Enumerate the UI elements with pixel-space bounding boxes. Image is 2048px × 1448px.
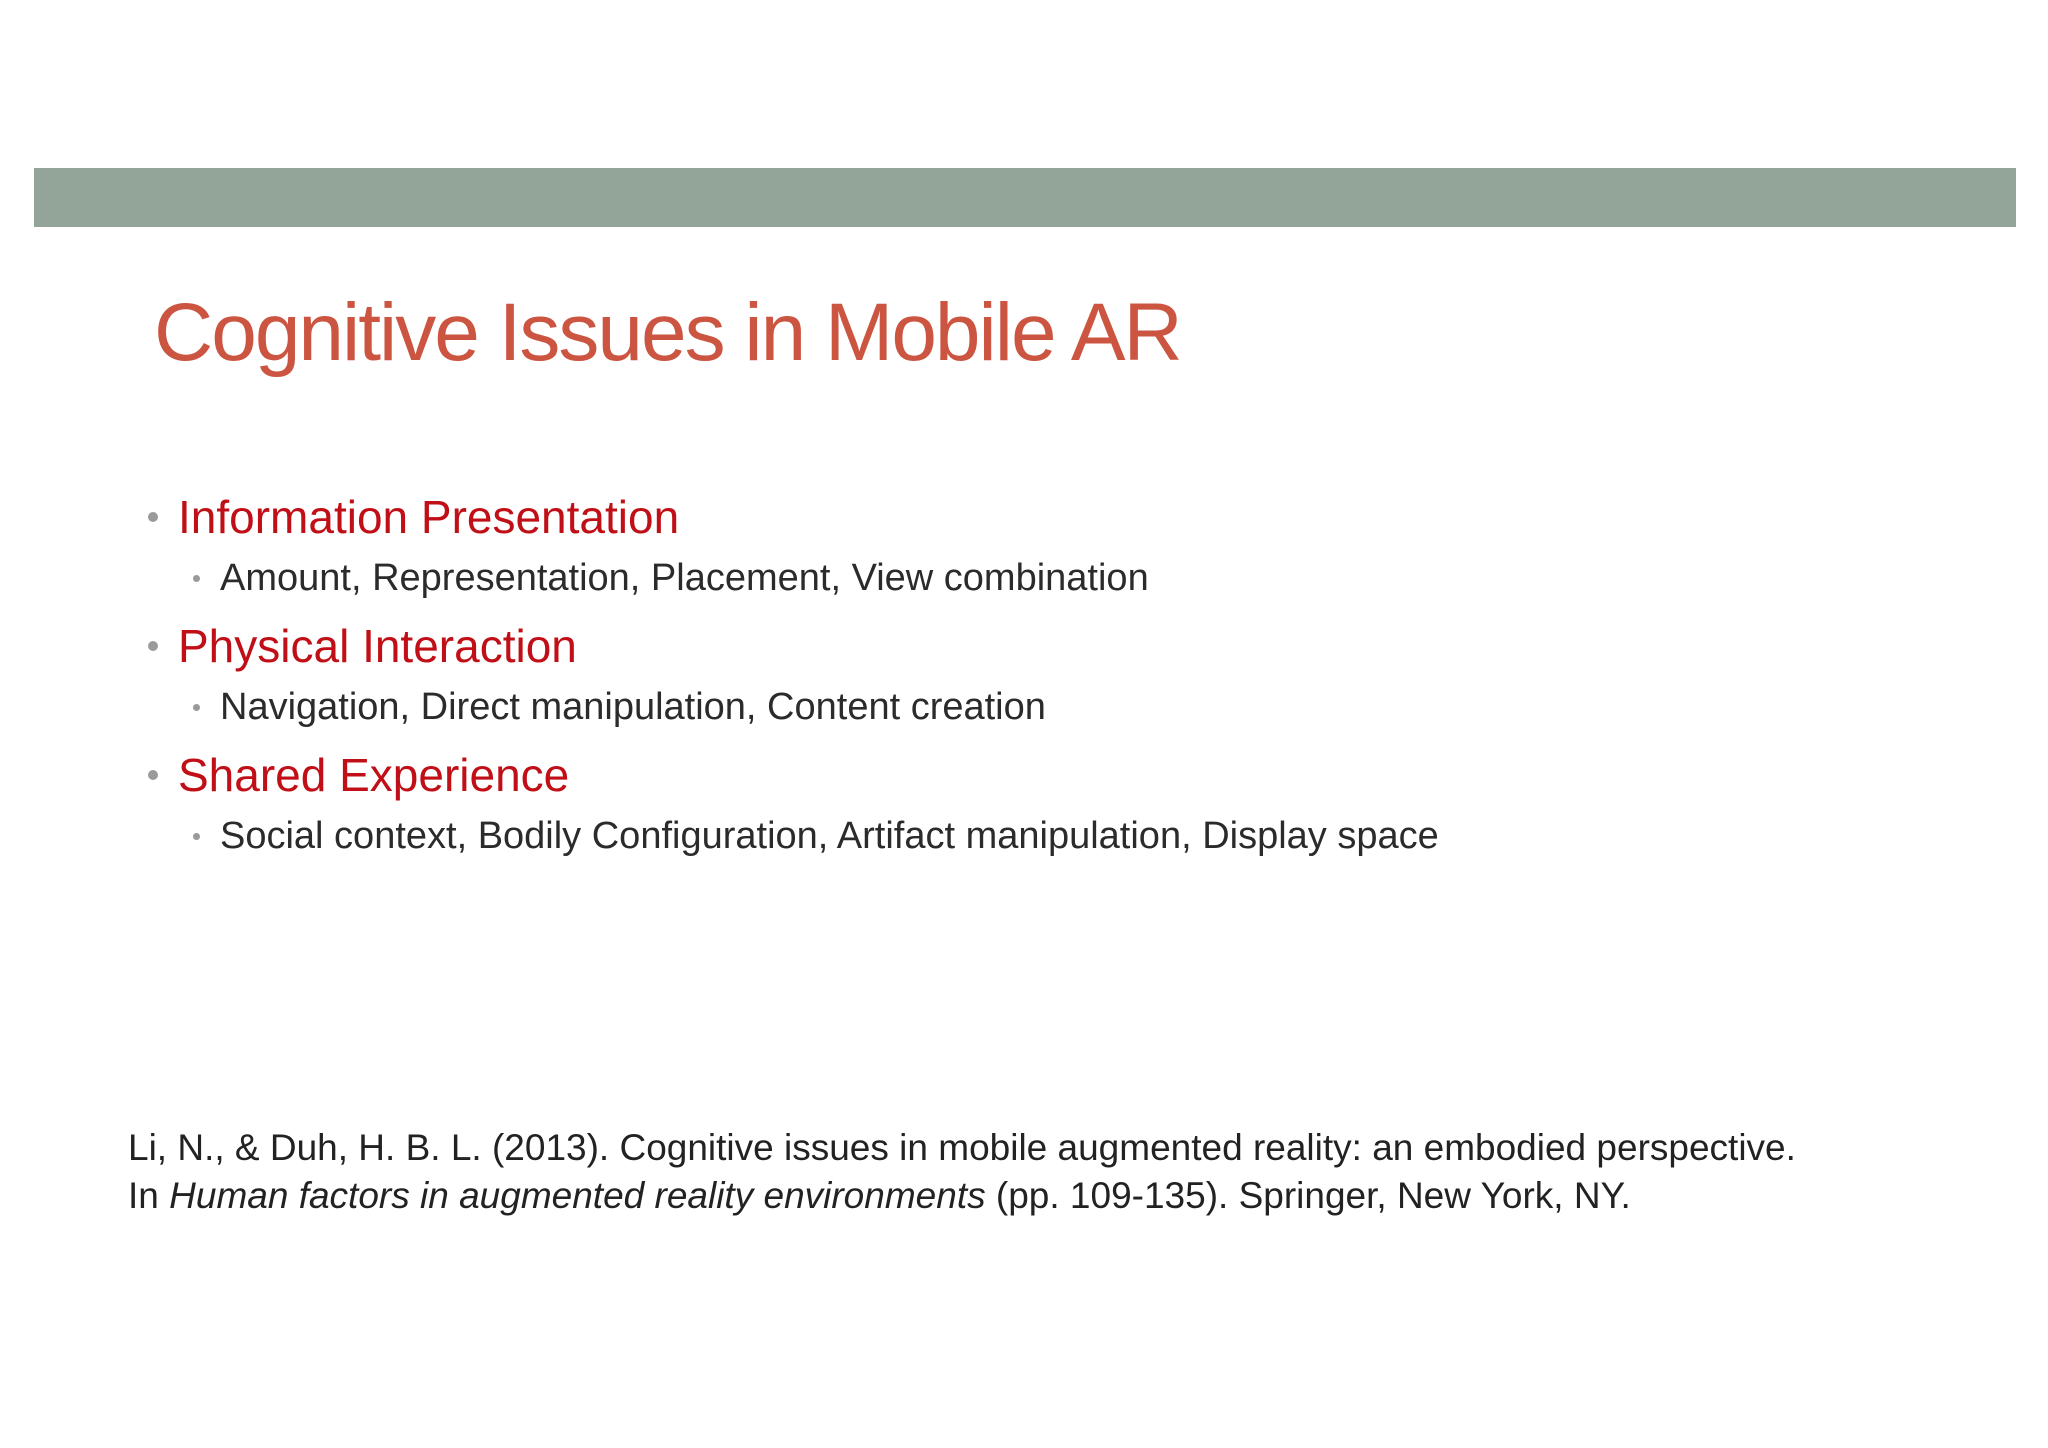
citation-line-1: Li, N., & Duh, H. B. L. (2013). Cognitive issues in mobile augmented reality: an embodied perspective. bbox=[128, 1127, 1796, 1168]
citation bbox=[128, 1124, 1988, 1220]
bullet-label: Information Presentation bbox=[178, 491, 680, 543]
bullet-dot-icon bbox=[193, 704, 200, 711]
bullet-item-physical-interaction bbox=[148, 619, 1948, 673]
sub-bullet-item bbox=[193, 554, 1948, 602]
bullet-label: Physical Interaction bbox=[178, 620, 577, 672]
bullet-item-information-presentation bbox=[148, 490, 1948, 544]
header-band bbox=[34, 168, 2016, 227]
citation-book-title: Human factors in augmented reality environments bbox=[169, 1175, 986, 1216]
bullet-dot-icon bbox=[193, 575, 200, 582]
bullet-label: Shared Experience bbox=[178, 749, 570, 801]
sub-bullet-label: Amount, Representation, Placement, View combination bbox=[220, 557, 1149, 599]
slide-title: Cognitive Issues in Mobile AR bbox=[154, 287, 1181, 378]
bullet-item-shared-experience bbox=[148, 748, 1948, 802]
sub-bullet-label: Navigation, Direct manipulation, Content creation bbox=[220, 686, 1046, 728]
bullet-dot-icon bbox=[148, 512, 158, 522]
citation-suffix: (pp. 109-135). Springer, New York, NY. bbox=[985, 1175, 1631, 1216]
bullet-dot-icon bbox=[148, 641, 158, 651]
sub-bullet-item bbox=[193, 683, 1948, 731]
bullet-dot-icon bbox=[148, 770, 158, 780]
sub-bullet-label: Social context, Bodily Configuration, Artifact manipulation, Display space bbox=[220, 815, 1439, 857]
bullet-dot-icon bbox=[193, 833, 200, 840]
citation-line-2 bbox=[128, 1172, 1988, 1220]
sub-bullet-item bbox=[193, 812, 1948, 860]
bullet-list bbox=[148, 490, 1948, 877]
citation-prefix: In bbox=[128, 1175, 170, 1216]
